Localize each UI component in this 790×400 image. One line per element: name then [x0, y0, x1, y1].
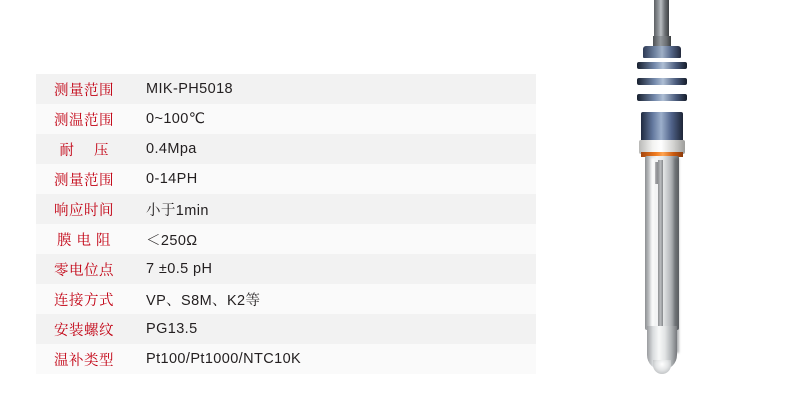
- spec-value-cell: MIK-PH5018: [132, 74, 536, 104]
- spec-label-cell: [36, 74, 132, 104]
- spec-label-cell: [36, 254, 132, 284]
- probe-shadow: [674, 158, 679, 353]
- spec-label-cell: [36, 224, 132, 254]
- table-row: [36, 134, 536, 164]
- probe-connector-ring: [637, 94, 687, 101]
- spec-label-text: 连接方式: [54, 292, 114, 309]
- spec-label-text: 膜 电 阻: [56, 232, 112, 249]
- spec-label-text: 温补类型: [54, 352, 114, 369]
- table-row: [36, 194, 536, 224]
- probe-connector-lower: [641, 112, 683, 142]
- spec-value-cell: VP、S8M、K2等: [132, 284, 536, 314]
- probe-bulb-tip: [653, 360, 671, 374]
- spec-label-cell: [36, 164, 132, 194]
- probe-inner-rod: [658, 160, 663, 328]
- spec-label-text: 安装螺纹: [54, 322, 114, 339]
- spec-label-text: 响应时间: [54, 202, 114, 219]
- table-row: [36, 224, 536, 254]
- table-row: [36, 284, 536, 314]
- spec-label-cell: [36, 314, 132, 344]
- spec-value-cell: 小于1min: [132, 194, 536, 224]
- table-row: [36, 344, 536, 374]
- table-row: [36, 314, 536, 344]
- probe-connector-ring: [637, 62, 687, 69]
- probe-connector-ring: [637, 78, 687, 85]
- spec-value-cell: ＜250Ω: [132, 224, 536, 254]
- spec-value-cell: PG13.5: [132, 314, 536, 344]
- spec-value-cell: Pt100/Pt1000/NTC10K: [132, 344, 536, 374]
- spec-value-cell: 0~100℃: [132, 104, 536, 134]
- spec-label-text: 测量范围: [54, 172, 114, 189]
- spec-label-cell: [36, 284, 132, 314]
- spec-label-cell: [36, 104, 132, 134]
- table-row: [36, 164, 536, 194]
- spec-label-cell: [36, 194, 132, 224]
- spec-value-cell: 0.4Mpa: [132, 134, 536, 164]
- ph-electrode-probe-image: [575, 0, 765, 400]
- spec-label-text: 测温范围: [54, 112, 114, 129]
- table-row: [36, 74, 536, 104]
- probe-inner-element: [655, 162, 658, 184]
- spec-label-cell: [36, 344, 132, 374]
- spec-label-text: 测量范围: [54, 82, 114, 99]
- specification-table: [36, 74, 536, 374]
- spec-label-cell: [36, 134, 132, 164]
- spec-table-body: [36, 74, 536, 374]
- spec-label-text: 零电位点: [54, 262, 114, 279]
- spec-value-cell: 0-14PH: [132, 164, 536, 194]
- spec-value-cell: 7 ±0.5 pH: [132, 254, 536, 284]
- table-row: [36, 104, 536, 134]
- table-row: [36, 254, 536, 284]
- spec-label-text: 耐 压: [59, 142, 117, 159]
